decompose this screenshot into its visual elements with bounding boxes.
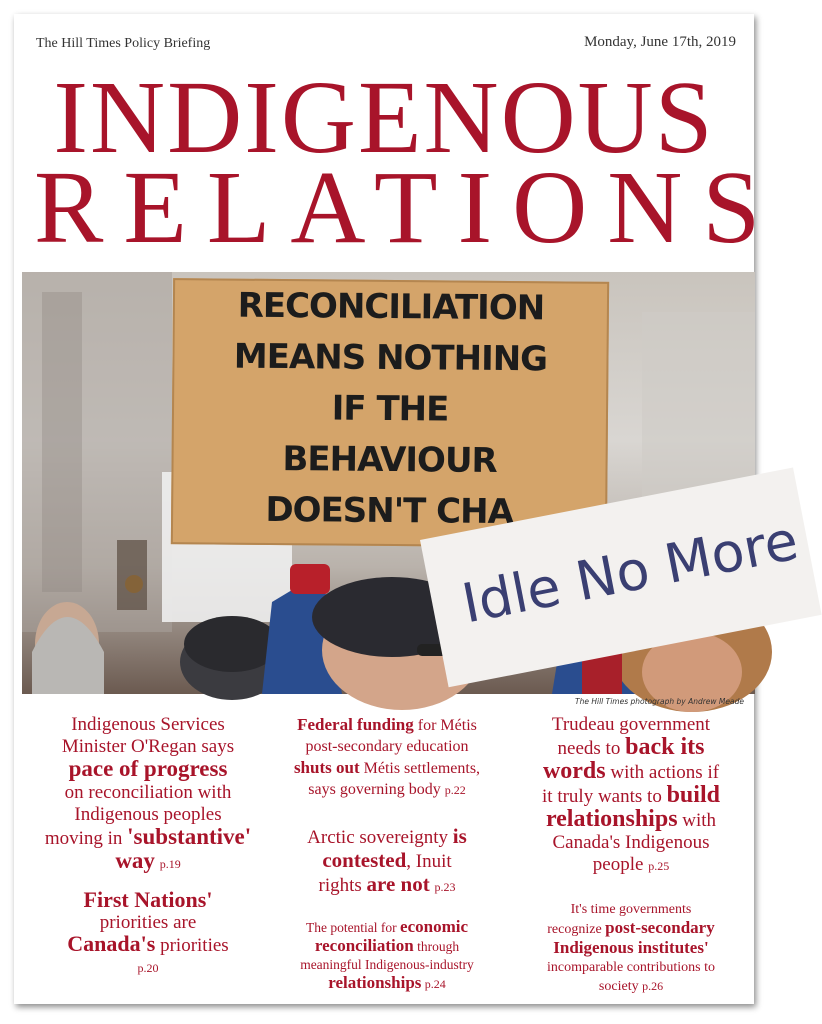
story-oregan[interactable] [28, 714, 268, 875]
page-ref: p.22 [444, 783, 466, 797]
column-middle [282, 714, 492, 993]
story-highlight: Canada's [67, 931, 156, 956]
story-text: with [682, 810, 717, 831]
story-text: it truly wants to [542, 786, 662, 807]
story-highlight: post-secondary [605, 918, 715, 937]
story-text: meaningful Indigenous-industry [300, 957, 474, 972]
story-text: The potential for [305, 920, 397, 935]
page-ref: p.24 [424, 977, 446, 991]
story-text: incomparable contributions to [547, 960, 715, 975]
column-right [516, 714, 746, 996]
story-text: , Inuit [406, 851, 452, 872]
story-highlight: contested [322, 848, 407, 872]
story-text: Métis settlements, [363, 760, 481, 777]
sign-line: IF THE [331, 388, 449, 430]
story-text: Minister O'Regan says [61, 736, 235, 757]
story-highlight: is [452, 824, 467, 848]
story-text: moving in [44, 828, 123, 849]
story-text: It's time governments [570, 902, 692, 917]
story-text: Arctic sovereignty [307, 827, 449, 848]
story-text: priorities [160, 935, 229, 956]
story-text: Indigenous peoples [74, 804, 222, 825]
story-arctic[interactable] [282, 825, 492, 898]
issue-date: Monday, June 17th, 2019 [584, 34, 736, 50]
story-highlight: Federal funding [297, 715, 414, 734]
story-highlight: back its [625, 734, 705, 760]
story-indigenous-institutes[interactable] [516, 901, 746, 996]
reconciliation-sign [171, 278, 609, 548]
story-highlight: relationships [328, 973, 422, 992]
story-highlight: words [542, 758, 606, 784]
story-highlight: relationships [545, 806, 678, 832]
story-highlight: shuts out [293, 758, 360, 777]
story-metis-funding[interactable] [282, 714, 492, 801]
cover-title-line-1: INDIGENOUS [53, 60, 715, 175]
story-text: society [598, 979, 639, 994]
publication-name: The Hill Times Policy Briefing [36, 36, 211, 51]
story-highlight: reconciliation [314, 936, 414, 955]
story-trudeau[interactable] [516, 714, 746, 877]
story-highlight: economic [400, 917, 469, 936]
sign-line: DOESN'T CHA [265, 489, 514, 533]
story-text: Canada's Indigenous [552, 832, 710, 853]
story-text: people [592, 854, 644, 875]
story-first-nations[interactable] [28, 889, 268, 979]
page-ref: p.26 [642, 979, 664, 993]
page-ref: p.23 [434, 880, 456, 894]
photo-credit: The Hill Times photograph by Andrew Meade [575, 697, 744, 706]
sign-line: BEHAVIOUR [282, 439, 497, 481]
story-highlight: pace of progress [68, 756, 228, 781]
story-text: needs to [557, 738, 621, 759]
magazine-cover [14, 14, 803, 1004]
story-text: post-secondary education [305, 738, 469, 755]
story-highlight: Indigenous institutes' [553, 938, 709, 957]
story-highlight: 'substantive' [127, 824, 252, 849]
page-ref: p.25 [648, 859, 670, 873]
story-text: for Métis [417, 717, 477, 734]
story-highlight: build [666, 782, 720, 808]
story-highlight: way [115, 848, 155, 873]
cover-header [36, 34, 736, 54]
sign-line: RECONCILIATION [237, 285, 545, 329]
story-highlight: are not [366, 872, 430, 896]
story-highlight: First Nations' [83, 887, 213, 912]
sign-line: MEANS NOTHING [233, 336, 548, 380]
story-text: on reconciliation with [64, 782, 232, 803]
story-text: Trudeau government [551, 714, 711, 735]
story-text: through [417, 939, 460, 954]
page-ref: p.19 [159, 857, 181, 871]
story-text: says governing body [308, 781, 441, 798]
story-text: Indigenous Services [71, 714, 225, 735]
column-left [28, 714, 268, 979]
story-text: with actions if [610, 762, 720, 783]
cover-title-line-2: RELATIONS [34, 150, 781, 265]
page-ref: p.20 [137, 961, 159, 975]
cover-photo [22, 272, 803, 694]
idle-no-more-sign: Idle No More [420, 467, 822, 687]
story-text: rights [318, 875, 362, 896]
story-text: priorities are [99, 912, 197, 933]
story-text: recognize [547, 922, 602, 937]
story-economic-reconciliation[interactable] [282, 918, 492, 993]
